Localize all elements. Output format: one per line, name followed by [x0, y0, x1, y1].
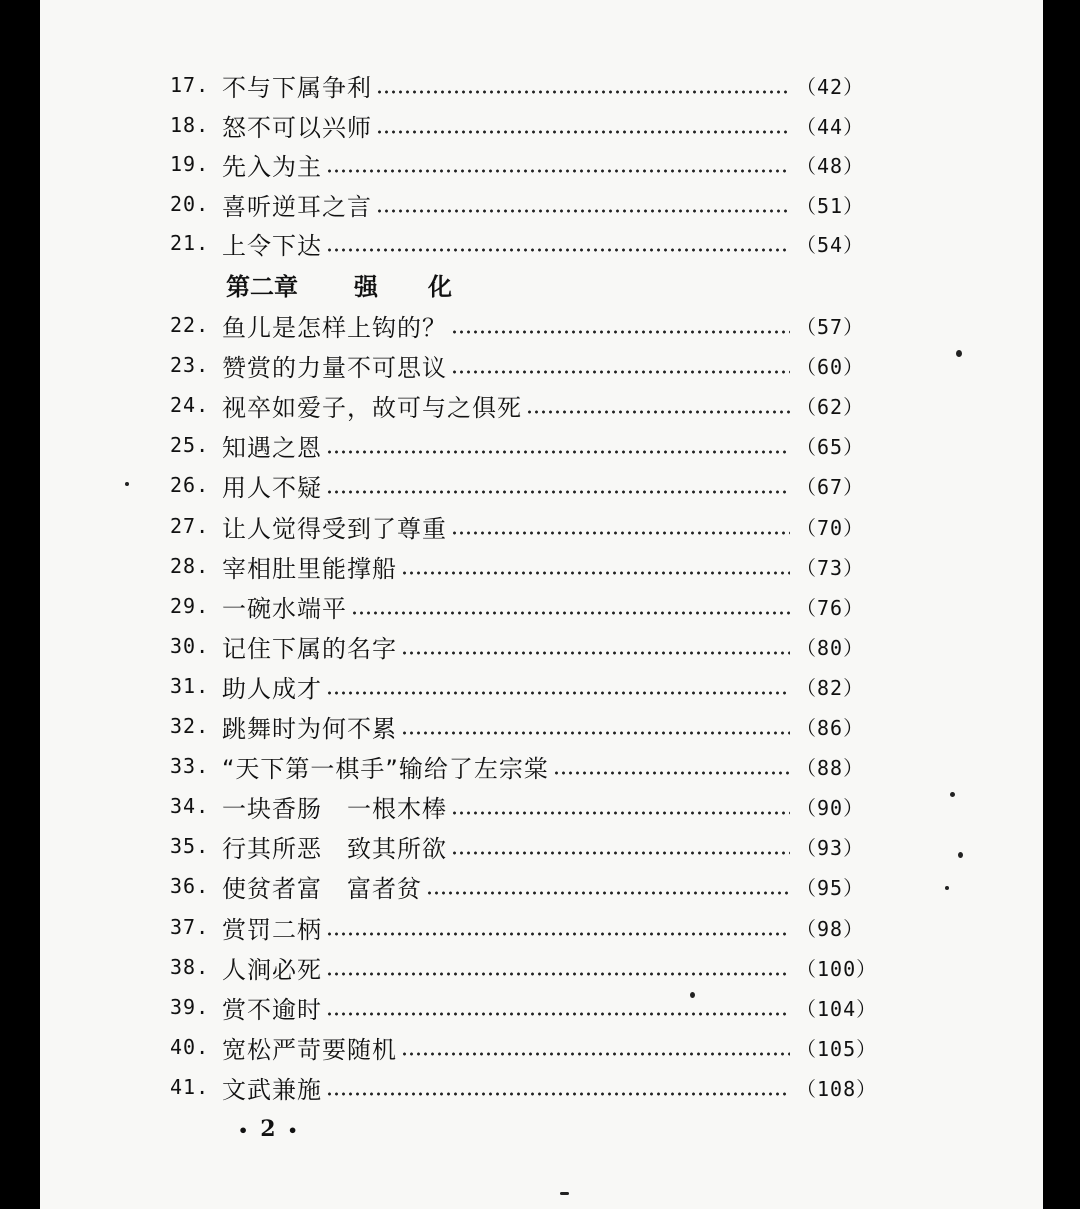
entry-page: （73） — [796, 555, 865, 580]
entry-number: 23. — [170, 353, 210, 377]
entry-number: 18. — [170, 113, 210, 137]
chapter-heading — [226, 266, 502, 302]
document-page — [40, 0, 1043, 1209]
page-number: 2 — [260, 1116, 276, 1142]
dot-leader — [451, 515, 790, 537]
entry-page: （54） — [796, 232, 865, 257]
entry-title: 喜听逆耳之言 — [222, 192, 372, 221]
entry-number: 41. — [170, 1075, 210, 1099]
entry-title: 助人成才 — [222, 674, 322, 703]
entry-number: 26. — [170, 473, 210, 497]
toc-entry — [170, 709, 865, 743]
toc-entry — [170, 950, 878, 984]
entry-page: （100） — [796, 956, 878, 981]
dot-leader — [526, 394, 790, 416]
entry-page: （95） — [796, 875, 865, 900]
toc-entry — [170, 308, 865, 342]
entry-number: 21. — [170, 231, 210, 255]
entry-title: 赏不逾时 — [222, 995, 322, 1024]
scan-speck — [958, 852, 963, 858]
entry-number: 28. — [170, 554, 210, 578]
entry-number: 27. — [170, 514, 210, 538]
entry-title: 跳舞时为何不累 — [222, 714, 397, 743]
toc-entry — [170, 829, 865, 863]
toc-entry — [170, 348, 865, 382]
entry-number: 38. — [170, 955, 210, 979]
entry-page: （65） — [796, 434, 865, 459]
entry-number: 32. — [170, 714, 210, 738]
dot-leader — [326, 996, 790, 1018]
toc-entry — [170, 629, 865, 663]
dot-leader — [376, 193, 790, 215]
entry-title: 让人觉得受到了尊重 — [222, 514, 447, 543]
entry-page: （90） — [796, 795, 865, 820]
entry-number: 39. — [170, 995, 210, 1019]
entry-page: （48） — [796, 153, 865, 178]
entry-title: “天下第一棋手”输给了左宗棠 — [222, 754, 549, 783]
entry-number: 20. — [170, 192, 210, 216]
entry-title: 鱼儿是怎样上钩的？ — [222, 313, 447, 342]
dot-leader — [553, 755, 790, 777]
toc-entry — [170, 428, 865, 462]
entry-title: 上令下达 — [222, 231, 322, 260]
toc-entry — [170, 749, 865, 783]
entry-number: 30. — [170, 634, 210, 658]
entry-title: 一碗水端平 — [222, 594, 347, 623]
dot-leader — [326, 232, 790, 254]
entry-page: （70） — [796, 515, 865, 540]
toc-entry — [170, 226, 865, 260]
entry-page: （88） — [796, 755, 865, 780]
toc-entry — [170, 187, 865, 221]
entry-page: （86） — [796, 715, 865, 740]
entry-title: 宽松严苛要随机 — [222, 1035, 397, 1064]
entry-number: 37. — [170, 915, 210, 939]
dot-leader — [326, 675, 790, 697]
scan-speck — [125, 482, 129, 486]
entry-title: 赏罚二柄 — [222, 915, 322, 944]
entry-number: 29. — [170, 594, 210, 618]
dot-leader — [326, 916, 790, 938]
toc-entry — [170, 509, 865, 543]
entry-number: 24. — [170, 393, 210, 417]
chapter-number: 第二章 — [226, 272, 298, 301]
entry-page: （44） — [796, 114, 865, 139]
entry-page: （76） — [796, 595, 865, 620]
dot-leader — [426, 875, 790, 897]
toc-entry — [170, 789, 865, 823]
entry-number: 36. — [170, 874, 210, 898]
entry-page: （67） — [796, 474, 865, 499]
dot-leader — [326, 153, 790, 175]
entry-number: 31. — [170, 674, 210, 698]
entry-page: （93） — [796, 835, 865, 860]
dot-leader — [401, 1036, 790, 1058]
entry-title: 文武兼施 — [222, 1075, 322, 1104]
toc-entry — [170, 388, 865, 422]
dot-leader — [451, 314, 790, 336]
entry-number: 34. — [170, 794, 210, 818]
toc-entry — [170, 1030, 878, 1064]
toc-entry — [170, 669, 865, 703]
entry-page: （98） — [796, 916, 865, 941]
entry-page: （51） — [796, 193, 865, 218]
dot-leader — [401, 715, 790, 737]
entry-page: （82） — [796, 675, 865, 700]
dot-leader — [326, 956, 790, 978]
dot-leader — [351, 595, 790, 617]
dot-leader — [451, 835, 790, 857]
toc-entry — [170, 68, 865, 102]
dot-leader — [451, 354, 790, 376]
entry-title: 怒不可以兴师 — [222, 113, 372, 142]
page-footer: • 2 • — [238, 1116, 298, 1142]
dot-leader — [376, 114, 790, 136]
entry-title: 记住下属的名字 — [222, 634, 397, 663]
dot-leader — [376, 74, 790, 96]
entry-title: 使贫者富 富者贫 — [222, 874, 422, 903]
entry-title: 不与下属争利 — [222, 73, 372, 102]
dot-leader — [326, 434, 790, 456]
entry-number: 35. — [170, 834, 210, 858]
dot-leader — [401, 555, 790, 577]
entry-title: 用人不疑 — [222, 473, 322, 502]
scan-speck — [950, 792, 955, 797]
entry-number: 17. — [170, 73, 210, 97]
entry-title: 人涧必死 — [222, 955, 322, 984]
entry-title: 赞赏的力量不可思议 — [222, 353, 447, 382]
toc-entry — [170, 468, 865, 502]
toc-entry — [170, 910, 865, 944]
entry-page: （57） — [796, 314, 865, 339]
toc-entry — [170, 990, 878, 1024]
toc-entry — [170, 549, 865, 583]
scan-speck — [690, 992, 695, 998]
entry-number: 25. — [170, 433, 210, 457]
dot-leader — [401, 635, 790, 657]
dot-leader — [326, 1076, 790, 1098]
toc-entry — [170, 589, 865, 623]
toc-entry — [170, 1070, 878, 1104]
scan-speck — [560, 1192, 569, 1195]
entry-title: 宰相肚里能撑船 — [222, 554, 397, 583]
entry-title: 视卒如爱子，故可与之俱死 — [222, 393, 522, 422]
dot-leader — [326, 474, 790, 496]
entry-title: 行其所恶 致其所欲 — [222, 834, 447, 863]
entry-page: （104） — [796, 996, 878, 1021]
entry-number: 33. — [170, 754, 210, 778]
toc-entry — [170, 108, 865, 142]
entry-number: 19. — [170, 152, 210, 176]
toc-entry — [170, 869, 865, 903]
entry-title: 先入为主 — [222, 152, 322, 181]
entry-page: （42） — [796, 74, 865, 99]
entry-page: （62） — [796, 394, 865, 419]
entry-number: 22. — [170, 313, 210, 337]
toc-entry — [170, 147, 865, 181]
dot-leader — [451, 795, 790, 817]
entry-page: （80） — [796, 635, 865, 660]
entry-number: 40. — [170, 1035, 210, 1059]
entry-title: 一块香肠 一根木棒 — [222, 794, 447, 823]
entry-page: （105） — [796, 1036, 878, 1061]
entry-title: 知遇之恩 — [222, 433, 322, 462]
chapter-title: 强化 — [354, 272, 502, 301]
scan-speck — [945, 886, 949, 890]
entry-page: （60） — [796, 354, 865, 379]
scan-speck — [956, 350, 962, 357]
entry-page: （108） — [796, 1076, 878, 1101]
